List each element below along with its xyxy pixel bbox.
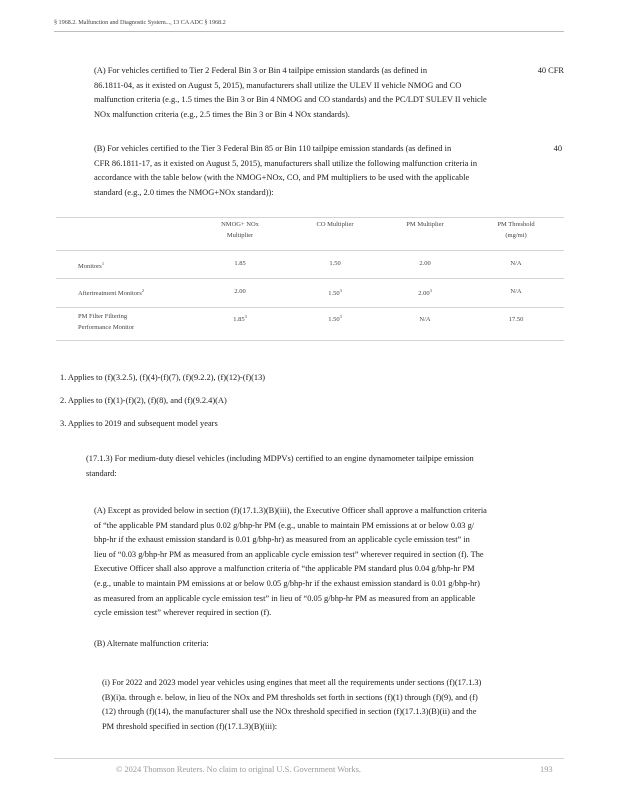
column-header-pm: PM Multiplier xyxy=(406,221,444,228)
table-cell: 1.50 xyxy=(329,260,341,267)
running-header: § 1968.2. Malfunction and Diagnostic System..., 13 CA ADC § 1968.2 xyxy=(54,19,226,26)
column-header-co: CO Multiplier xyxy=(316,221,354,228)
footnote-2: 2. Applies to (f)(1)-(f)(2), (f)(8), and (f)(9.2.4)(A) xyxy=(60,396,227,405)
table-cell: 1.85 xyxy=(234,260,246,267)
paragraph-line: (B)(i)a. through e. below, in lieu of the NOx and PM thresholds set forth in sections (f)(1) through (f)(9), and (f) xyxy=(102,692,478,702)
paragraph-line: as measured from an applicable cycle emission test” in lieu of “0.05 g/bhp-hr PM as measured from an applicable xyxy=(94,593,476,603)
paragraph-line: of “the applicable PM standard plus 0.02 g/bhp-hr PM (e.g., unable to maintain PM emissions at or below 0.03 g/ xyxy=(94,520,475,530)
paragraph-line: standard: xyxy=(86,468,117,478)
paragraph-line: CFR 86.1811-17, as it existed on August 5, 2015), manufacturers shall utilize the following malfunction criteria in xyxy=(94,158,478,168)
section-17-1-3 xyxy=(86,452,564,481)
paragraph-a xyxy=(94,64,564,122)
paragraph-line: accordance with the table below (with the NMOG+NOx, CO, and PM multipliers to be used with the applicable xyxy=(94,173,470,183)
column-header-nmog-nox: NMOG+ NOx Multiplier xyxy=(221,221,259,239)
paragraph-line: 86.1811-04, as it existed on August 5, 2015), manufacturers shall utilize the ULEV II vehicle NMOG and CO xyxy=(94,80,462,90)
paragraph-line: (e.g., unable to maintain PM emissions at or below 0.05 g/bhp-hr if the exhaust emission standard is 0.01 g/bhp-hr) xyxy=(94,578,480,588)
table-cell: 2.00$^3$ xyxy=(418,288,432,297)
table-cell: N/A xyxy=(510,260,522,267)
table-row-label: Monitors$^1$ xyxy=(78,261,105,270)
table-cell: 1.50$^3$ xyxy=(328,288,342,297)
cfr-reference: 40 CFR xyxy=(537,66,564,75)
table-cell: N/A xyxy=(419,316,431,323)
table-cell: N/A xyxy=(510,288,522,295)
paragraph-line: PM threshold specified in section (f)(17.1.3)(B)(iii): xyxy=(102,721,278,731)
table-cell: 2.00 xyxy=(419,260,431,267)
paragraph-line: (17.1.3) For medium-duty diesel vehicles (including MDPVs) certified to an engine dynamometer tailpipe emission xyxy=(86,454,474,463)
paragraph-line: Executive Officer shall also approve a malfunction criteria of “the applicable PM standard plus 0.04 g/bhp-hr PM xyxy=(94,564,475,574)
paragraph-line: cycle emission test” wherever required in section (f). xyxy=(94,608,272,618)
table-rule xyxy=(56,307,564,308)
table-row-label: Aftertreatment Monitors$^2$ xyxy=(78,288,144,297)
paragraph-line: (12) through (f)(14), the manufacturer shall use the NOx threshold specified in section (f)(17.1.3)(B)(ii) and the xyxy=(102,707,477,717)
page-number: 193 xyxy=(540,765,553,774)
paragraph-line: NOx malfunction criteria (e.g., 2.5 times the Bin 3 or Bin 4 NOx standards). xyxy=(94,109,350,119)
paragraph-b-alternate xyxy=(94,637,564,652)
table-rule xyxy=(56,250,564,251)
table-cell: 1.50$^3$ xyxy=(328,314,342,323)
paragraph-line: standard (e.g., 2.0 times the NMOG+NOx standard)): xyxy=(94,187,274,197)
paragraph-line: lieu of “0.03 g/bhp-hr PM as measured from an applicable cycle emission test” wherever required in section (f). The xyxy=(94,549,484,559)
paragraph-a-pm-criteria xyxy=(94,504,564,621)
footnote-3: 3. Applies to 2019 and subsequent model years xyxy=(60,419,218,428)
paragraph-i xyxy=(102,676,564,734)
paragraph-line: (i) For 2022 and 2023 model year vehicles using engines that meet all the requirements under sections (f)(17.1.3) xyxy=(102,678,482,687)
paragraph-b xyxy=(94,142,562,200)
paragraph-line: (A) For vehicles certified to Tier 2 Federal Bin 3 or Bin 4 tailpipe emission standards (as defined in xyxy=(94,66,428,75)
paragraph-line: (B) For vehicles certified to the Tier 3 Federal Bin 85 or Bin 110 tailpipe emission standards (as defined in xyxy=(94,144,452,153)
paragraph-line: bhp-hr if the exhaust emission standard is 0.01 g/bhp-hr) as measured from an applicable cycle emission test” in xyxy=(94,535,470,545)
footer-divider xyxy=(54,758,564,759)
column-header-pm-threshold: PM Threshold (mg/mi) xyxy=(497,221,535,239)
table-top-rule xyxy=(56,217,564,218)
table-rule xyxy=(56,278,564,279)
table-cell: 2.00 xyxy=(234,288,246,295)
paragraph-line: (B) Alternate malfunction criteria: xyxy=(94,639,209,648)
footer-copyright: © 2024 Thomson Reuters. No claim to original U.S. Government Works. xyxy=(116,765,361,774)
table-row-label: PM Filter Filtering Performance Monitor xyxy=(78,313,135,331)
table-cell: 1.85$^3$ xyxy=(233,314,247,323)
header-divider xyxy=(54,31,564,32)
paragraph-line: (A) Except as provided below in section (f)(17.1.3)(B)(iii), the Executive Officer shall approve a malfunction criteria xyxy=(94,506,487,515)
table-bottom-rule xyxy=(56,340,564,341)
footnote-1: 1. Applies to (f)(3.2.5), (f)(4)-(f)(7), (f)(9.2.2), (f)(12)-(f)(13) xyxy=(60,373,266,382)
table-cell: 17.50 xyxy=(508,316,524,323)
paragraph-line: malfunction criteria (e.g., 1.5 times the Bin 3 or Bin 4 NMOG and CO standards) and the PC/LDT SULEV II vehicle xyxy=(94,95,487,105)
cfr-reference: 40 xyxy=(553,144,562,153)
